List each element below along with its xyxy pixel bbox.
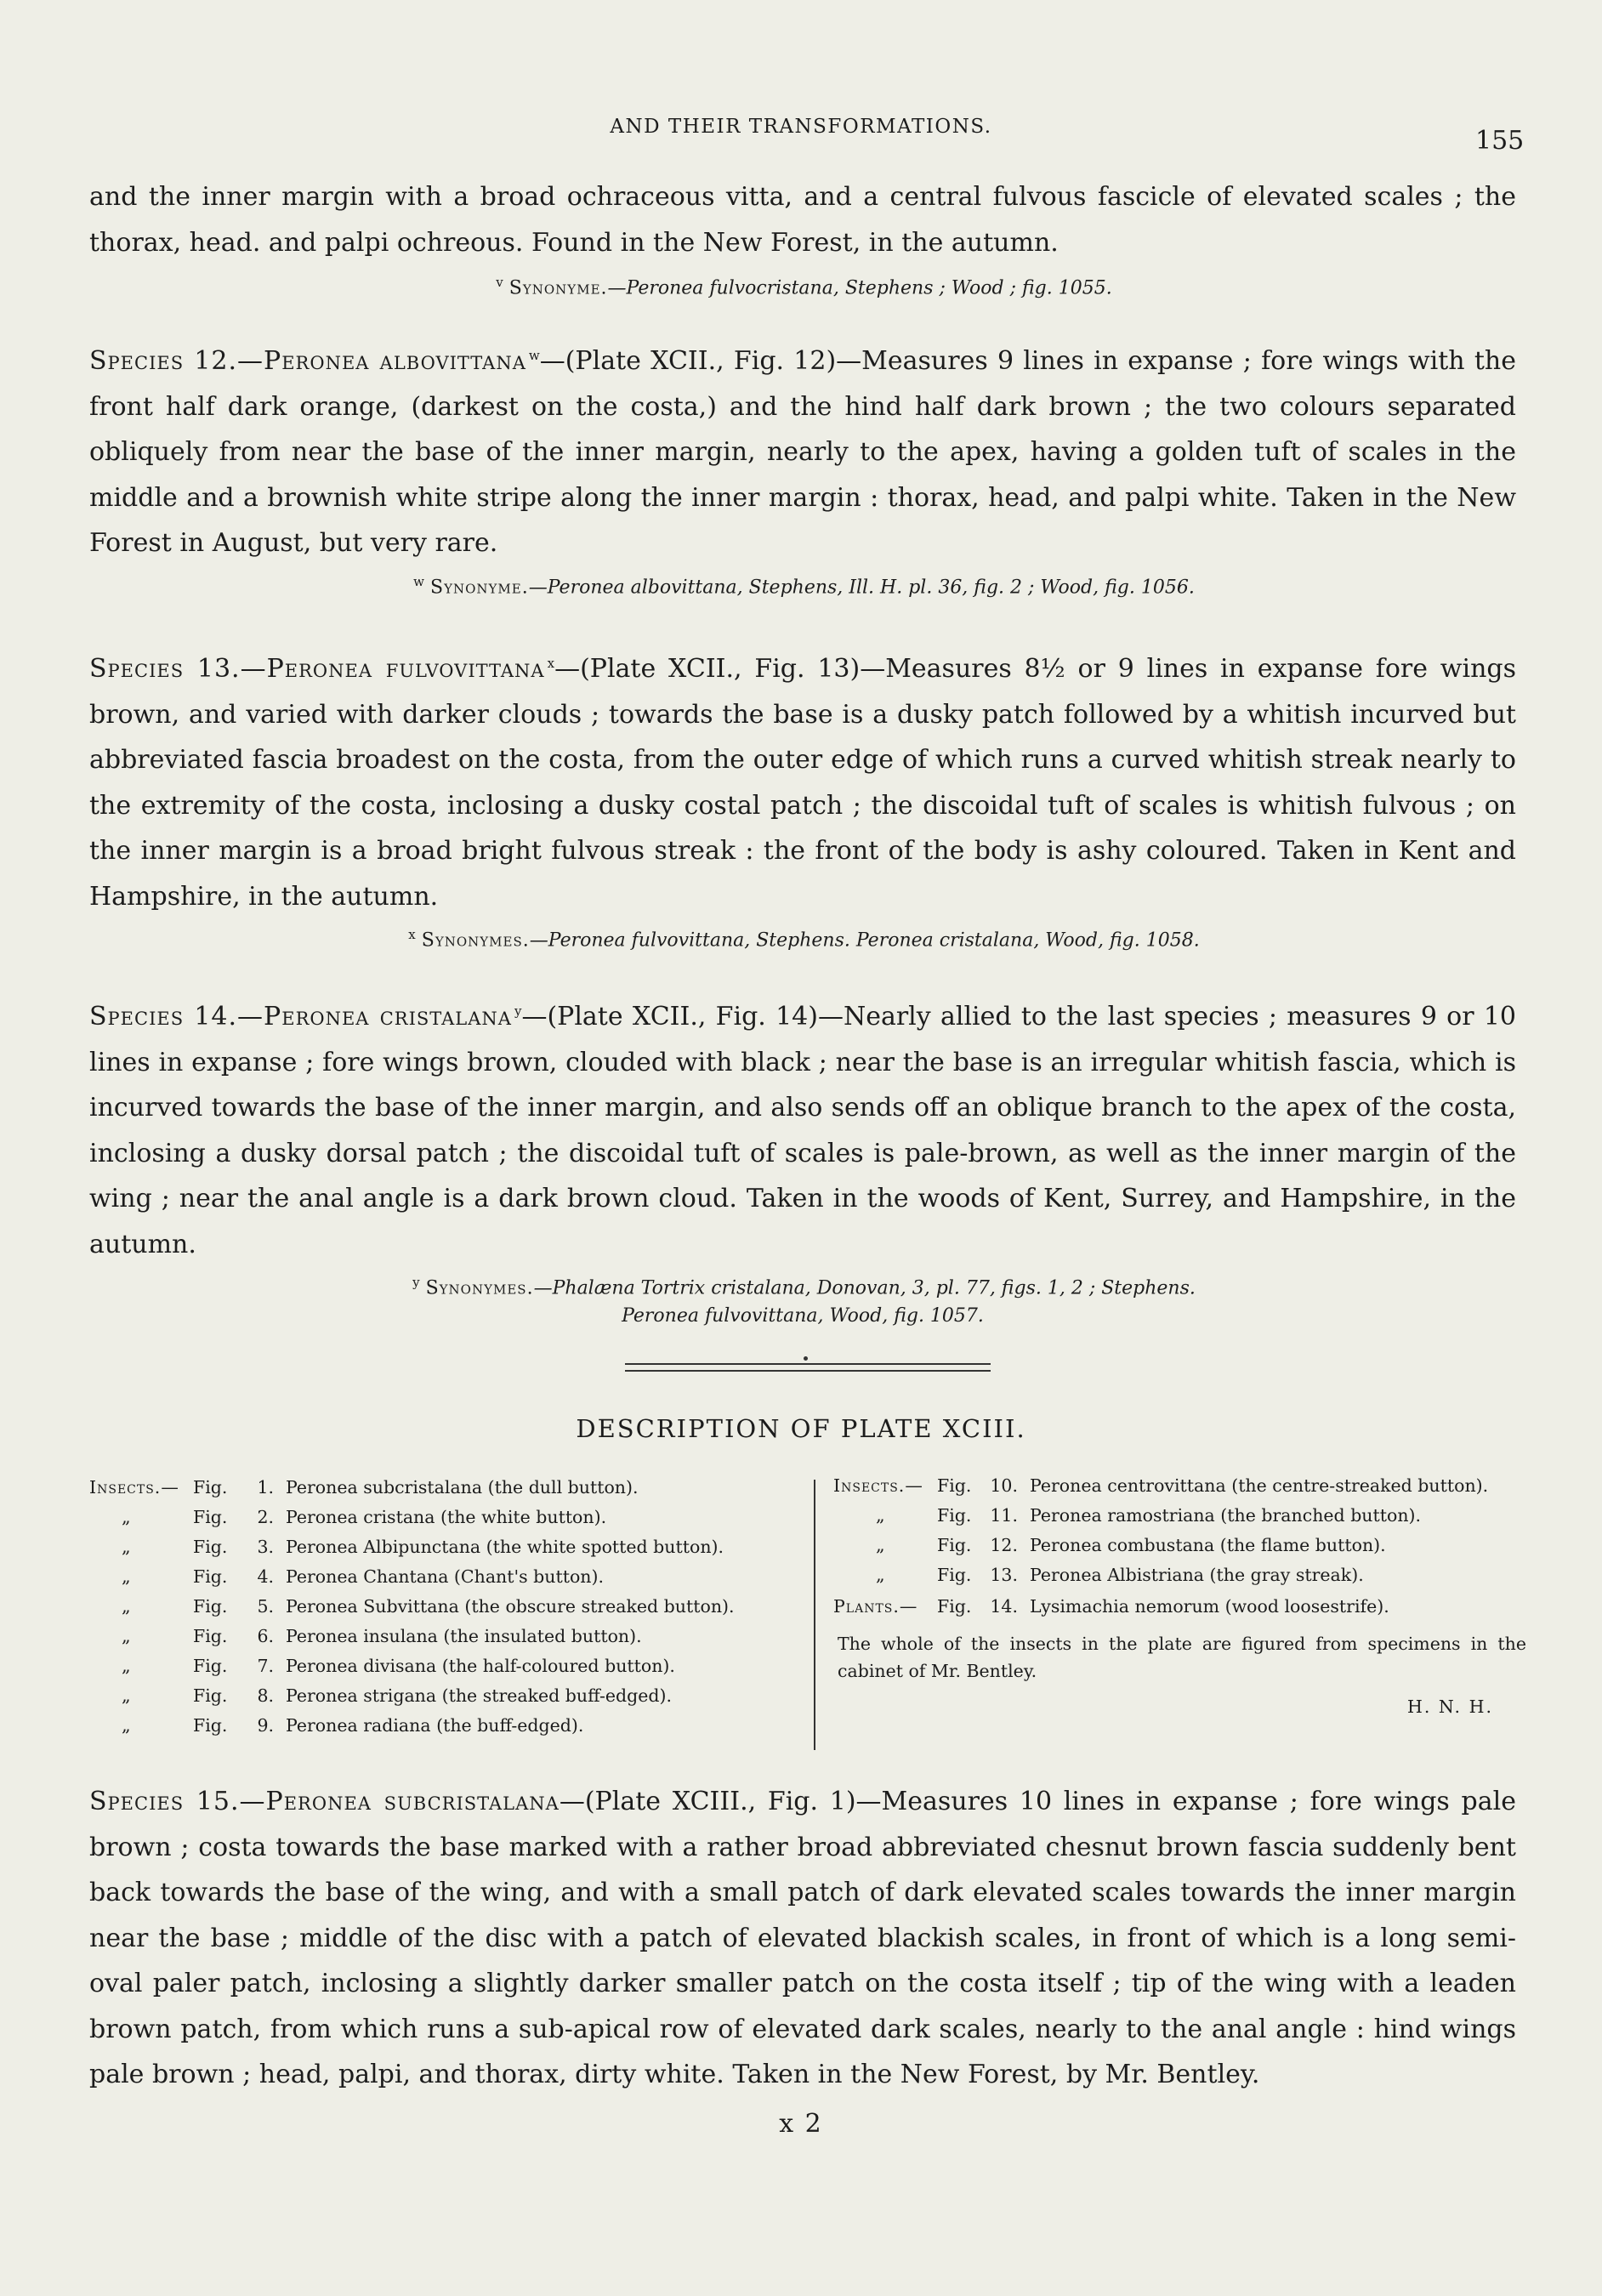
fig-number: 11. — [990, 1505, 1018, 1526]
plate-entry — [833, 1565, 1364, 1585]
species-12-heading: Species 12.—Peronea albovittana — [89, 346, 526, 376]
species-14-text: —(Plate XCII., Fig. 14)—Nearly allied to the last species ; measures 9 or 10 lines in expanse ; fore wings brown, clouded with black ; near the base is an irregular whitish fascia, which is incurved towards the base of the inner margin, and also sends off an oblique branch to the apex of the costa, inclosing a dusky dorsal patch ; the discoidal tuft of scales is pale-brown, as well as the inner margin of the wing ; near the anal angle is a dark brown cloud. Taken in the woods of Kent, Surrey, and Hampshire, in the autumn. — [89, 1002, 1516, 1259]
plate-entry — [89, 1656, 675, 1676]
running-header: AND THEIR TRANSFORMATIONS. — [610, 116, 992, 138]
fig-number: 9. — [257, 1715, 274, 1736]
ditto-mark: „ — [122, 1685, 131, 1706]
continuation-text: and the inner margin with a broad ochraceous vitta, and a central fulvous fascicle of elevated scales ; the thorax, head. and palpi ochreous. Found in the New Forest, in the autumn. — [89, 182, 1516, 258]
column-rule — [814, 1480, 815, 1750]
fig-name: Peronea Albipunctana (the white spotted button). — [286, 1537, 724, 1557]
ditto-mark: „ — [876, 1535, 885, 1555]
plate-entry — [89, 1566, 604, 1587]
fig-name: Peronea centrovittana (the centre-streaked button). — [1030, 1475, 1489, 1496]
fig-name: Peronea Subvittana (the obscure streaked button). — [286, 1596, 735, 1617]
fig-number: 7. — [257, 1656, 274, 1676]
species-13-footnote-label: Synonymes. — [421, 929, 530, 952]
fig-number: 1. — [257, 1477, 274, 1498]
species-14-paragraph — [89, 989, 1516, 1267]
fig-label: Fig. — [193, 1715, 228, 1736]
ditto-mark: „ — [876, 1505, 885, 1526]
plate-entry — [833, 1475, 1488, 1496]
plate-entry — [89, 1507, 606, 1527]
fig-name: Peronea insulana (the insulated button). — [286, 1626, 642, 1646]
ditto-mark: „ — [122, 1566, 131, 1587]
plate-entry — [89, 1626, 642, 1646]
section-divider — [625, 1363, 991, 1372]
species-13-mark: x — [547, 656, 555, 671]
species-15-text: —(Plate XCIII., Fig. 1)—Measures 10 lines in expanse ; fore wings pale brown ; costa towards the base marked with a rather broad abbreviated chesnut brown fascia suddenly bent back towards the base of the wing, and with a small patch of dark elevated scales towards the inner margin near the base ; middle of the disc with a patch of elevated blackish scales, in front of which is a long semi-oval paler patch, inclosing a slightly darker smaller patch on the costa itself ; tip of the wing with a leaden brown patch, from which runs a sub-apical row of elevated dark scales, nearly to the anal angle : hind wings pale brown ; head, palpi, and thorax, dirty white. Taken in the New Forest, by Mr. Bentley. — [89, 1787, 1516, 2089]
species-14-footnote-mark: y — [412, 1275, 420, 1290]
plate-entry — [89, 1685, 672, 1706]
fig-label: Fig. — [193, 1566, 228, 1587]
fig-number: 14. — [990, 1596, 1018, 1617]
fig-label: Fig. — [937, 1565, 972, 1585]
fig-name: Peronea Chantana (Chant's button). — [286, 1566, 605, 1587]
category-label: Insects.— — [833, 1475, 923, 1496]
fig-label: Fig. — [937, 1596, 972, 1617]
plate-entry — [89, 1715, 583, 1736]
page-number: 155 — [1475, 126, 1525, 156]
signature-mark: x 2 — [779, 2109, 823, 2139]
species-13-footnote — [89, 921, 1516, 954]
fig-number: 4. — [257, 1566, 274, 1587]
fig-label: Fig. — [193, 1596, 228, 1617]
plate-table — [89, 1471, 1526, 1752]
species-14-footnote-text-2: Peronea fulvovittana, Wood, fig. 1057. — [622, 1305, 984, 1327]
species-14-footnote-label: Synonymes. — [425, 1277, 534, 1299]
species-12-footnote-label: Synonyme. — [430, 576, 529, 598]
ditto-mark: „ — [122, 1626, 131, 1646]
species-12-mark: w — [528, 348, 540, 363]
fig-number: 2. — [257, 1507, 274, 1527]
species-14-block — [89, 989, 1516, 1330]
fig-name: Peronea subcristalana (the dull button). — [286, 1477, 639, 1498]
species-13-block — [89, 641, 1516, 954]
plate-entry — [833, 1596, 1389, 1617]
continuation-block — [89, 174, 1516, 302]
footnote-text: —Peronea fulvocristana, Stephens ; Wood ; fig. 1055. — [607, 277, 1112, 299]
author-signature: H. N. H. — [1407, 1696, 1493, 1717]
fig-label: Fig. — [193, 1656, 228, 1676]
fig-number: 3. — [257, 1537, 274, 1557]
footnote-mark: v — [496, 275, 503, 290]
ditto-mark: „ — [876, 1565, 885, 1585]
fig-name: Peronea divisana (the half-coloured button). — [286, 1656, 675, 1676]
plate-title: DESCRIPTION OF PLATE XCIII. — [576, 1414, 1026, 1443]
fig-name: Peronea Albistriana (the gray streak). — [1030, 1565, 1364, 1585]
category-label: Plants.— — [833, 1596, 918, 1617]
species-15-paragraph — [89, 1779, 1516, 2098]
plate-entry — [89, 1537, 724, 1557]
species-12-footnote — [89, 568, 1516, 601]
plate-note: The whole of the insects in the plate are figured from specimens in the cabinet of Mr. Bentley. — [838, 1634, 1526, 1681]
fig-number: 8. — [257, 1685, 274, 1706]
fig-label: Fig. — [937, 1505, 972, 1526]
species-13-heading: Species 13.—Peronea fulvovittana — [89, 654, 545, 684]
category-label: Insects.— — [89, 1477, 179, 1498]
species-12-paragraph — [89, 333, 1516, 566]
plate-entry — [833, 1535, 1386, 1555]
fig-name: Peronea combustana (the flame button). — [1030, 1535, 1386, 1555]
fig-number: 12. — [990, 1535, 1018, 1555]
fig-name: Lysimachia nemorum (wood loosestrife). — [1030, 1596, 1389, 1617]
species-15-heading: Species 15.—Peronea subcristalana — [89, 1787, 560, 1816]
species-13-footnote-text: —Peronea fulvovittana, Stephens. Peronea cristalana, Wood, fig. 1058. — [529, 929, 1200, 952]
fig-name: Peronea ramostriana (the branched button). — [1030, 1505, 1422, 1526]
species-12-text: —(Plate XCII., Fig. 12)—Measures 9 lines in expanse ; fore wings with the front half dark orange, (darkest on the costa,) and the hind half dark brown ; the two colours separated obliquely from near the base of the inner margin, nearly to the apex, having a golden tuft of scales in the middle and a brownish white stripe along the inner margin : thorax, head, and palpi white. Taken in the New Forest in August, but very rare. — [89, 346, 1516, 558]
ditto-mark: „ — [122, 1507, 131, 1527]
species-12-block — [89, 333, 1516, 601]
ditto-mark: „ — [122, 1656, 131, 1676]
species-13-text: —(Plate XCII., Fig. 13)—Measures 8½ or 9 lines in expanse fore wings brown, and varied with darker clouds ; towards the base is a dusky patch followed by a whitish incurved but abbreviated fascia broadest on the costa, from the outer edge of which runs a curved whitish streak nearly to the extremity of the costa, inclosing a dusky costal patch ; the discoidal tuft of scales is whitish fulvous ; on the inner margin is a broad bright fulvous streak : the front of the body is ashy coloured. Taken in Kent and Hampshire, in the autumn. — [89, 654, 1516, 912]
fig-number: 10. — [990, 1475, 1018, 1496]
species-14-mark: y — [514, 1003, 522, 1019]
fig-label: Fig. — [193, 1477, 228, 1498]
fig-label: Fig. — [937, 1475, 972, 1496]
fig-number: 13. — [990, 1565, 1018, 1585]
species-13-paragraph — [89, 641, 1516, 919]
fig-label: Fig. — [193, 1507, 228, 1527]
ditto-mark: „ — [122, 1596, 131, 1617]
species-12-footnote-text: —Peronea albovittana, Stephens, Ill. H. pl. 36, fig. 2 ; Wood, fig. 1056. — [528, 576, 1195, 598]
fig-label: Fig. — [193, 1537, 228, 1557]
species-14-footnote-text: —Phalæna Tortrix cristalana, Donovan, 3, pl. 77, figs. 1, 2 ; Stephens. — [533, 1277, 1196, 1299]
plate-entry — [89, 1477, 639, 1498]
divider-dot — [804, 1356, 808, 1361]
plate-entry — [833, 1505, 1421, 1526]
footnote-label: Synonyme. — [508, 277, 608, 299]
fig-label: Fig. — [937, 1535, 972, 1555]
species-14-footnote — [89, 1269, 1516, 1302]
fig-number: 5. — [257, 1596, 274, 1617]
fig-name: Peronea cristana (the white button). — [286, 1507, 607, 1527]
species-14-heading: Species 14.—Peronea cristalana — [89, 1002, 512, 1031]
ditto-mark: „ — [122, 1715, 131, 1736]
fig-name: Peronea strigana (the streaked buff-edged). — [286, 1685, 673, 1706]
fig-number: 6. — [257, 1626, 274, 1646]
continuation-footnote — [89, 269, 1516, 302]
plate-entry — [89, 1596, 735, 1617]
species-12-footnote-mark: w — [413, 573, 424, 589]
fig-label: Fig. — [193, 1626, 228, 1646]
species-13-footnote-mark: x — [408, 927, 416, 942]
species-14-footnote-line2 — [89, 1302, 1516, 1330]
species-15-block — [89, 1779, 1516, 2098]
fig-label: Fig. — [193, 1685, 228, 1706]
ditto-mark: „ — [122, 1537, 131, 1557]
fig-name: Peronea radiana (the buff-edged). — [286, 1715, 584, 1736]
